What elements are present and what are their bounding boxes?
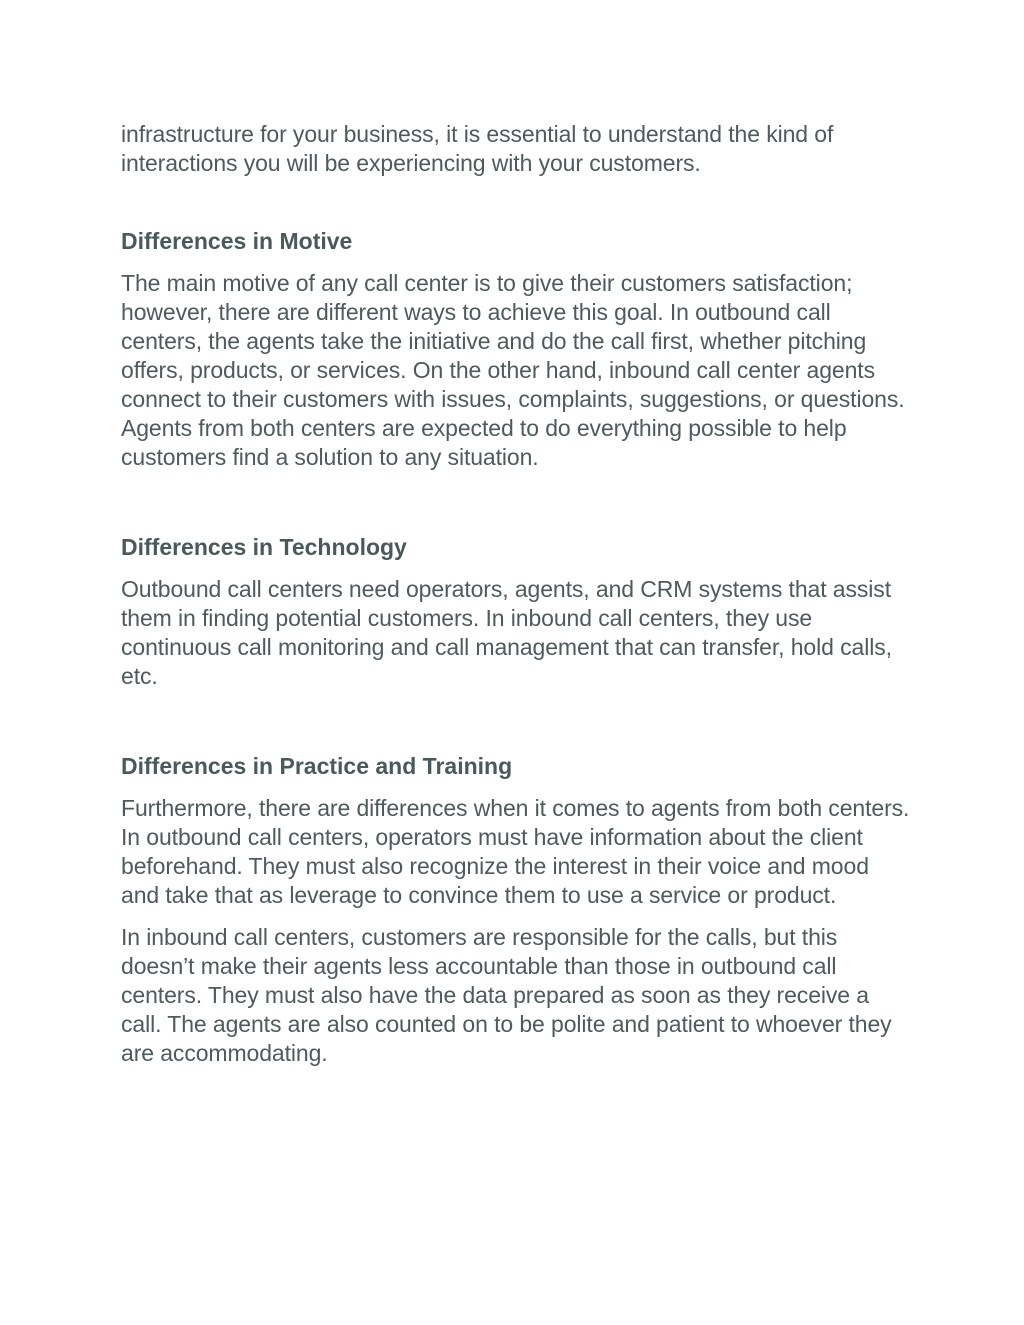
paragraph-practice-inbound: In inbound call centers, customers are responsible for the calls, but this doesn’t make their agents less accountable than those in outbound call centers. They must also have the data prepared as soon as they receive a call. The agents are also counted on to be polite and patient to whoever they are accommodating. bbox=[121, 924, 892, 1066]
paragraph-practice-outbound: Furthermore, there are differences when it comes to agents from both centers. In outbound call centers, operators must have information about the client beforehand. They must also recognize the interest in their voice and mood and take that as leverage to convince them to use a service or product. bbox=[121, 795, 910, 908]
intro-paragraph: infrastructure for your business, it is essential to understand the kind of interactions you will be experiencing with your customers. bbox=[121, 121, 834, 176]
heading-differences-in-motive: Differences in Motive bbox=[121, 228, 353, 254]
paragraph-technology: Outbound call centers need operators, agents, and CRM systems that assist them in finding potential customers. In inbound call centers, they use continuous call monitoring and call management that can transfer, hold calls, etc. bbox=[121, 576, 892, 689]
heading-differences-in-practice-and-training: Differences in Practice and Training bbox=[121, 753, 513, 779]
heading-differences-in-technology: Differences in Technology bbox=[121, 534, 407, 560]
document-page bbox=[121, 120, 911, 1068]
paragraph-motive: The main motive of any call center is to give their customers satisfaction; however, there are different ways to achieve this goal. In outbound call centers, the agents take the initiative and do the call first, whether pitching offers, products, or services. On the other hand, inbound call center agents connect to their customers with issues, complaints, suggestions, or questions. Agents from both centers are expected to do everything possible to help customers find a solution to any situation. bbox=[121, 270, 905, 470]
